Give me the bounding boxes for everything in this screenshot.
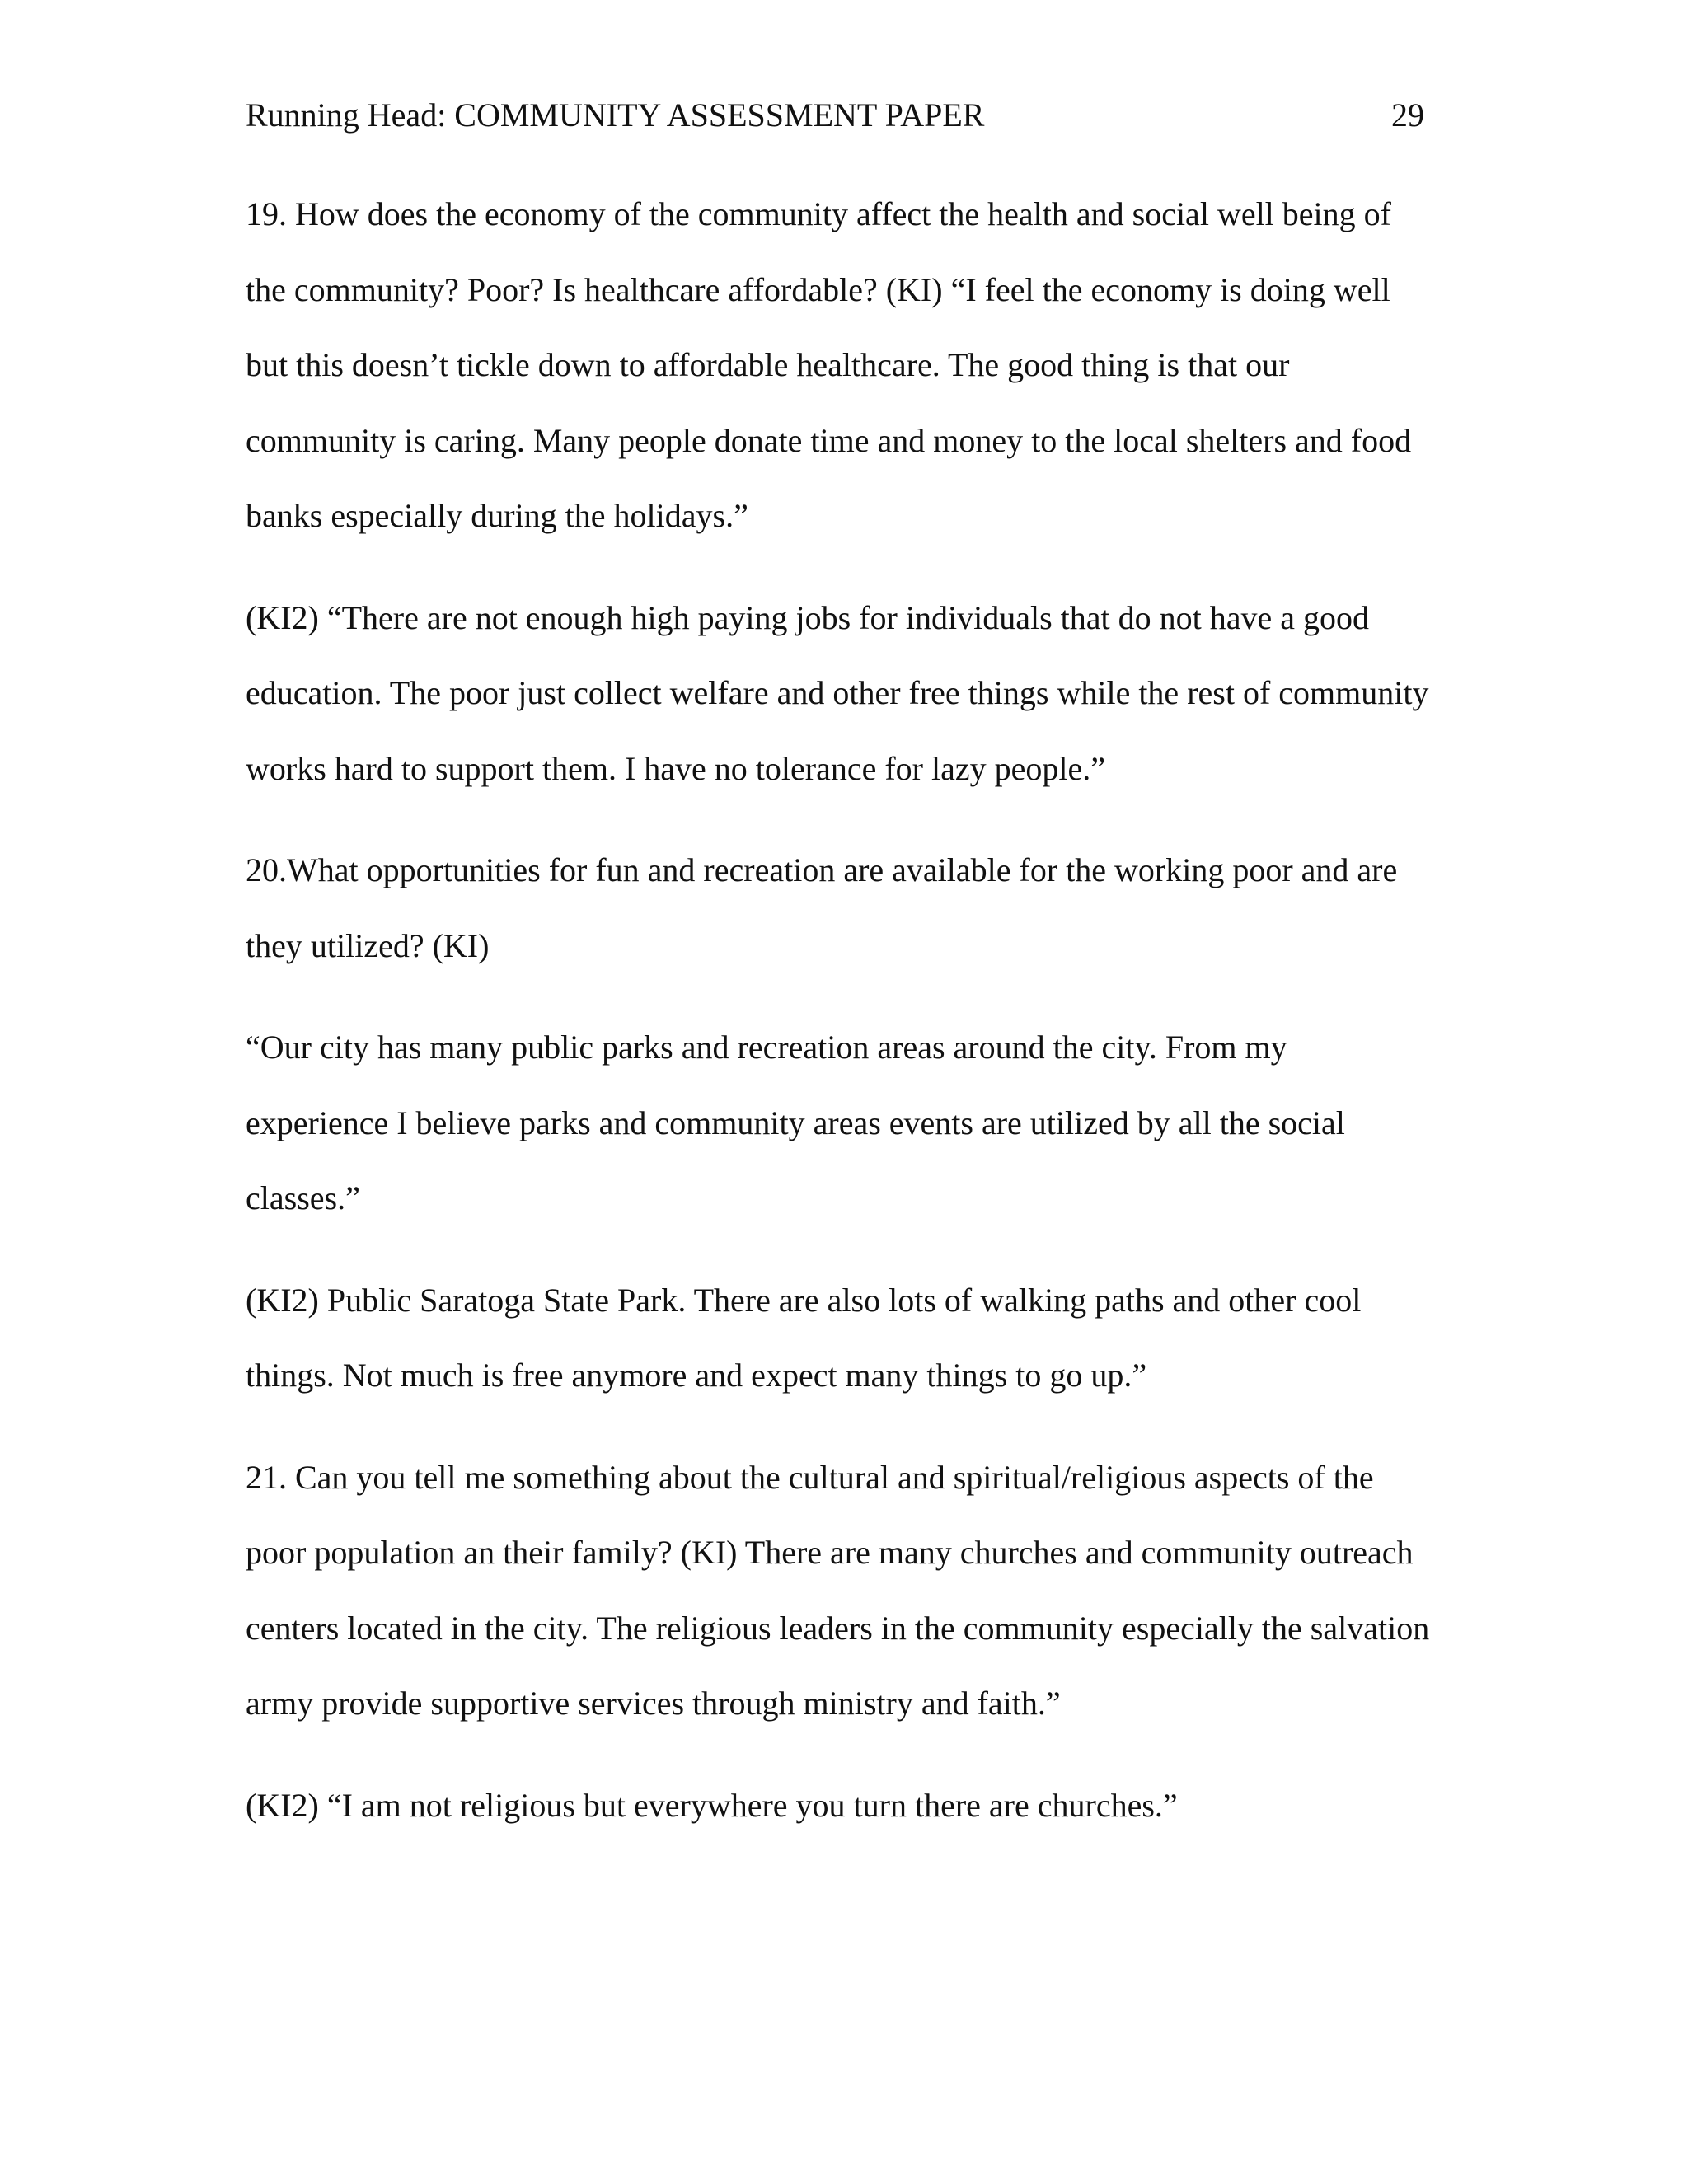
text-line: 20.What opportunities for fun and recreation are available for the working poor and are <box>246 851 1398 888</box>
running-head <box>246 91 1424 140</box>
page-number: 29 <box>1391 96 1424 134</box>
text-line: classes.” <box>246 1179 360 1216</box>
text-line: they utilized? (KI) <box>246 926 490 964</box>
paragraph-q21-ki2 <box>246 1781 1432 1857</box>
text-line: army provide supportive services through ministry and faith.” <box>246 1685 1061 1722</box>
text-line: the community? Poor? Is healthcare affordable? (KI) “I feel the economy is doing well <box>246 270 1390 308</box>
text-line: “Our city has many public parks and recreation areas around the city. From my <box>246 1029 1287 1066</box>
text-line: works hard to support them. I have no tolerance for lazy people.” <box>246 749 1105 787</box>
running-head-title: Running Head: COMMUNITY ASSESSMENT PAPER <box>246 96 985 134</box>
paragraph-q20-ki <box>246 1023 1432 1249</box>
text-line: community is caring. Many people donate time and money to the local shelters and food <box>246 421 1412 459</box>
text-line: (KI2) “There are not enough high paying jobs for individuals that do not have a good <box>246 598 1369 636</box>
body-text <box>246 190 1432 1856</box>
text-line: experience I believe parks and community areas events are utilized by all the social <box>246 1104 1345 1141</box>
text-line: centers located in the city. The religious leaders in the community especially the salvation <box>246 1609 1430 1647</box>
text-line: education. The poor just collect welfare and other free things while the rest of community <box>246 674 1429 711</box>
text-line: things. Not much is free anymore and expect many things to go up.” <box>246 1357 1147 1394</box>
paragraph-q21 <box>246 1453 1432 1755</box>
text-line: 19. How does the economy of the community affect the health and social well being of <box>246 195 1391 232</box>
text-line: but this doesn’t tickle down to affordable healthcare. The good thing is that our <box>246 346 1290 383</box>
paragraph-q20-ki2 <box>246 1276 1432 1427</box>
paragraph-q19 <box>246 190 1432 567</box>
text-line: banks especially during the holidays.” <box>246 497 748 534</box>
text-line: (KI2) Public Saratoga State Park. There are also lots of walking paths and other cool <box>246 1281 1362 1319</box>
paragraph-q20 <box>246 846 1432 996</box>
text-line: poor population an their family? (KI) There are many churches and community outreach <box>246 1534 1414 1571</box>
text-line: (KI2) “I am not religious but everywhere you turn there are churches.” <box>246 1786 1178 1824</box>
text-line: 21. Can you tell me something about the cultural and spiritual/religious aspects of the <box>246 1458 1374 1496</box>
paragraph-q19-ki2 <box>246 593 1432 820</box>
